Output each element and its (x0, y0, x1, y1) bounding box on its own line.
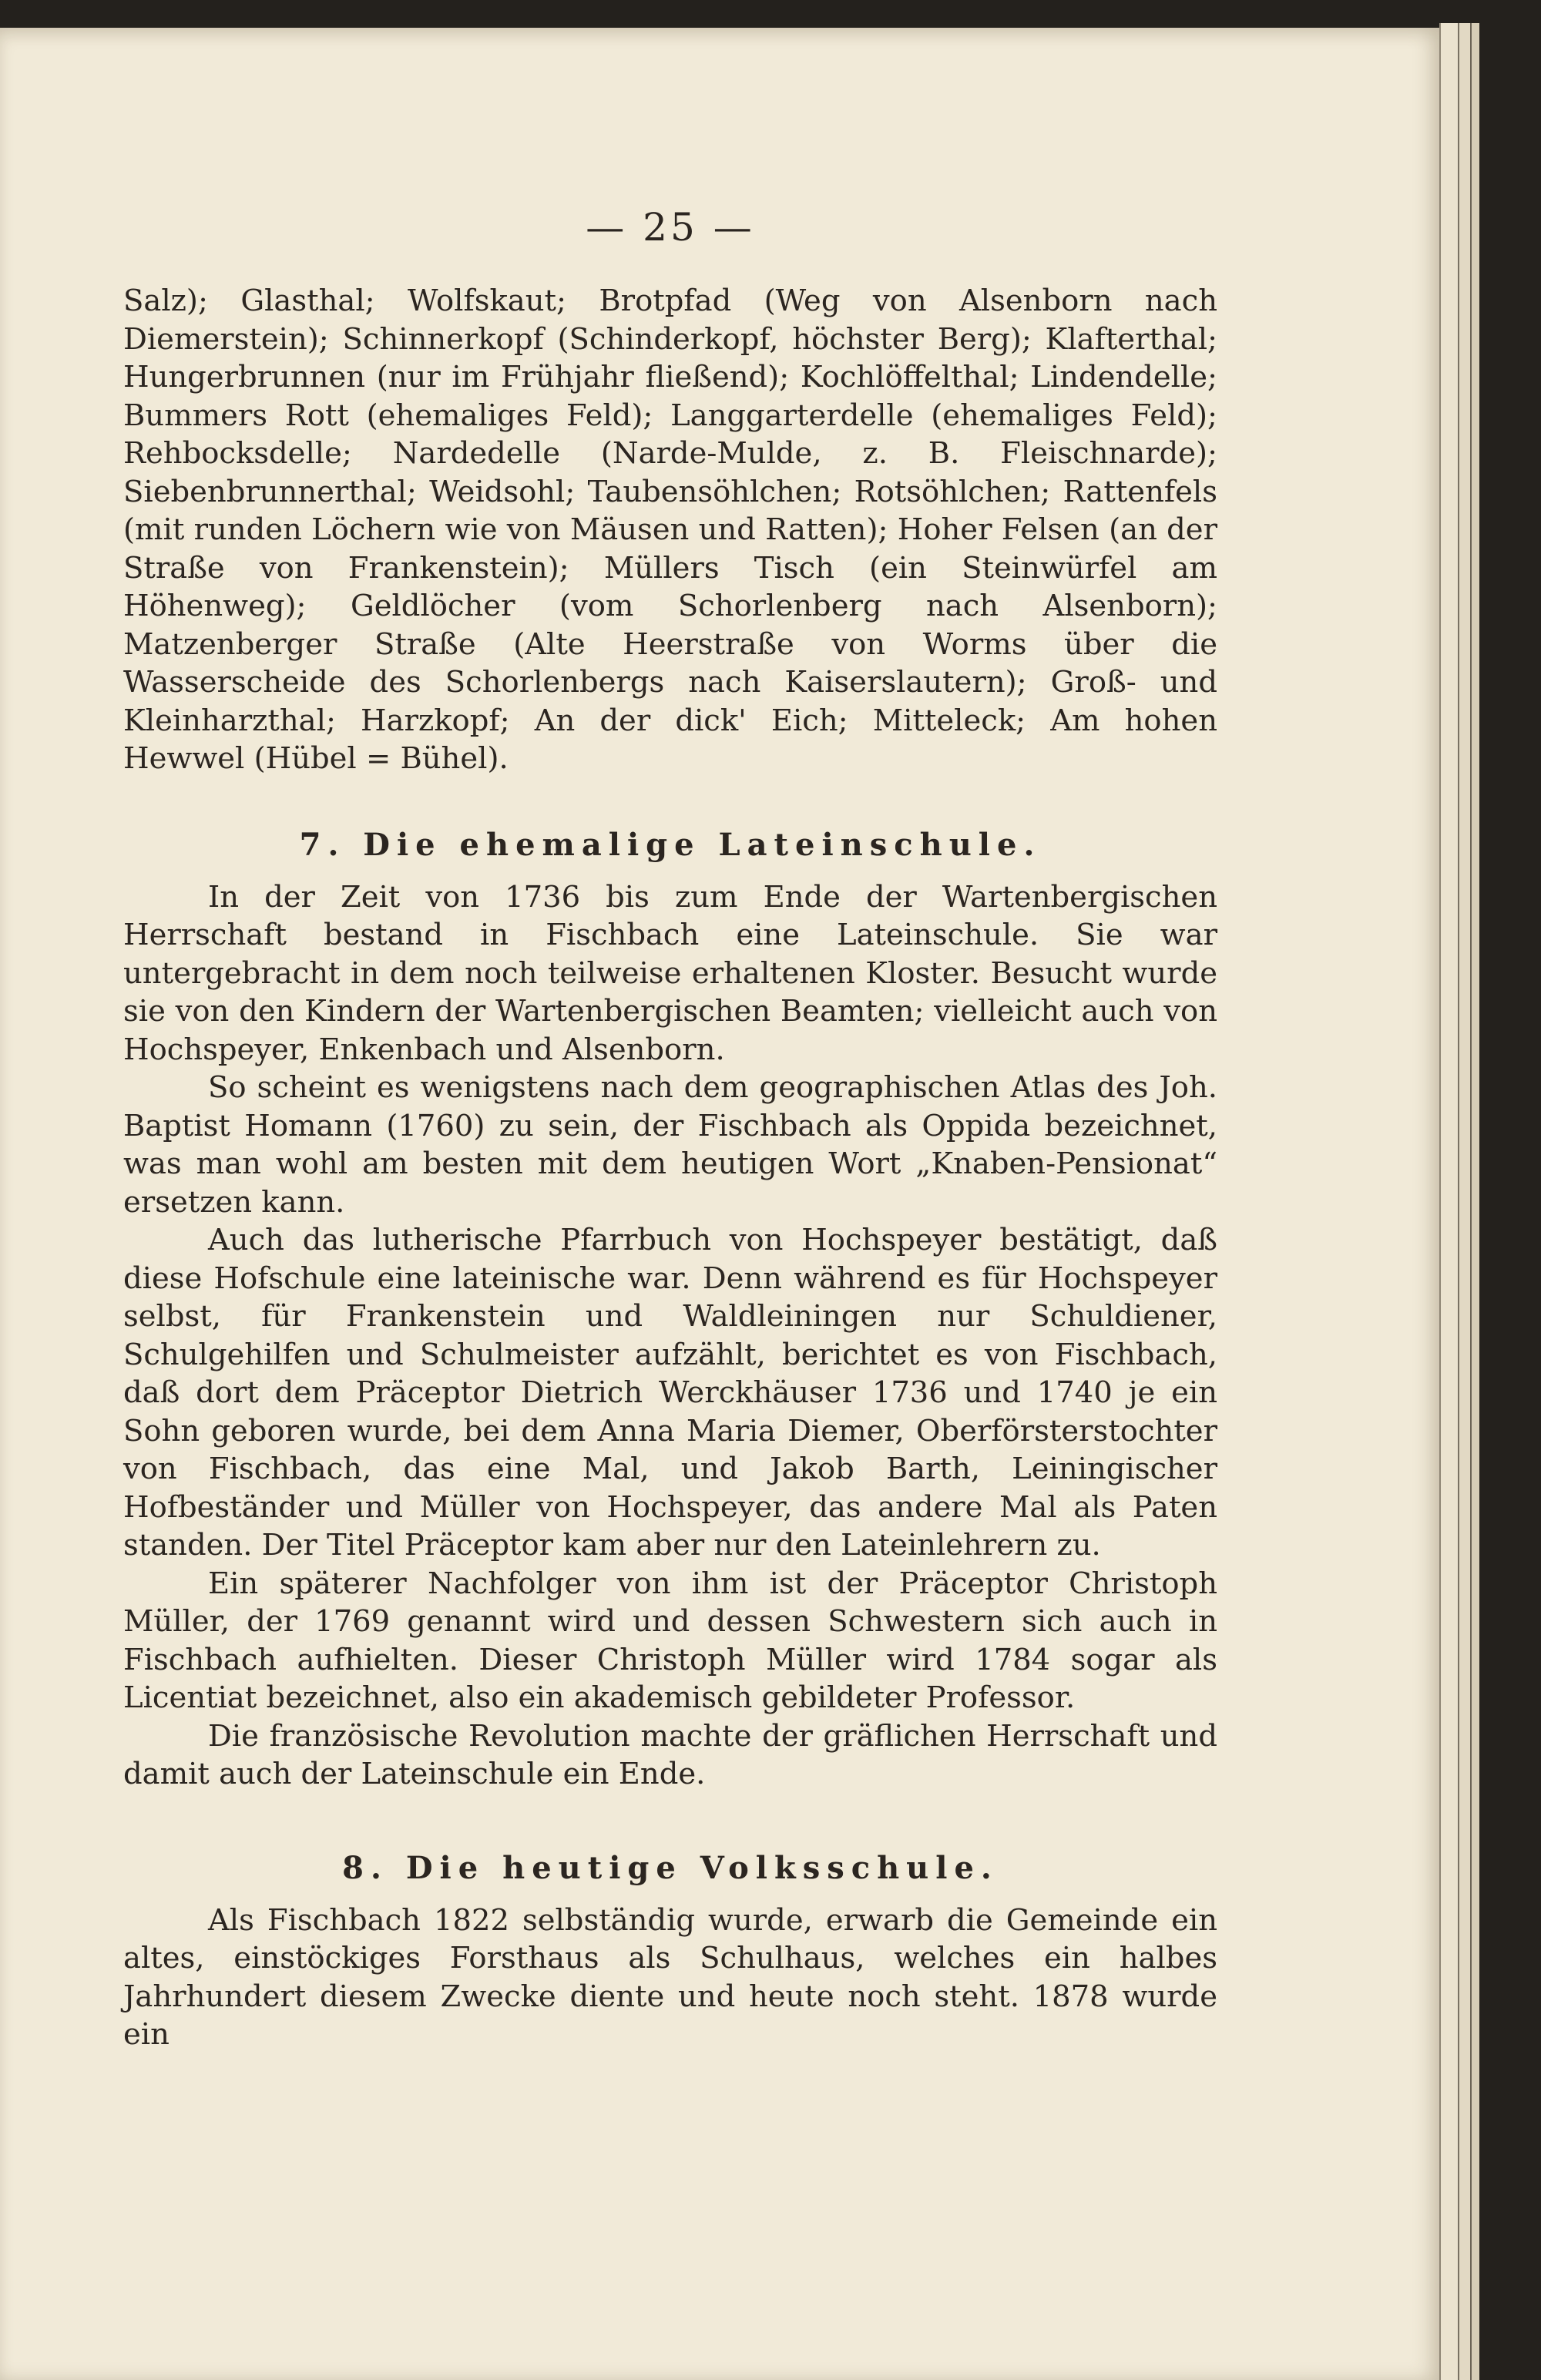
section-7-paragraph: In der Zeit von 1736 bis zum Ende der Wartenbergischen Herrschaft bestand in Fischbach eine Lateinschule. Sie war untergebracht in dem noch teilweise erhaltenen Kloster. Besucht wurde sie von den Kindern der Wartenbergischen Beamten; vielleicht auch von Hochspeyer, Enkenbach und Alsenborn. (123, 879, 1217, 1067)
section-8-heading: 8. Die heutige Volksschule. (342, 1849, 999, 1886)
page-number: — 25 — (586, 205, 755, 250)
page-edge (1458, 23, 1470, 2380)
page-edge (1439, 23, 1458, 2380)
section-7-paragraph: So scheint es wenigstens nach dem geographischen Atlas des Joh. Baptist Homann (1760) zu sein, der Fischbach als Oppida bezeichnet, was man wohl am besten mit dem heutigen Wort „Knaben-Pensionat“ ersetzen kann. (123, 1070, 1217, 1220)
section-7-heading: 7. Die ehemalige Lateinschule. (299, 826, 1042, 863)
page-edge (1470, 23, 1479, 2380)
intro-paragraph: Salz); Glasthal; Wolfskaut; Brotpfad (Weg von Alsenborn nach Diemerstein); Schinnerkopf (Schinderkopf, höchster Berg); Klafterthal; Hungerbrunnen (nur im Frühjahr fließend); Kochlöffelthal; Lindendelle; Bummers Rott (ehemaliges Feld); Langgarterdelle (ehemaliges Feld); Rehbocksdelle; Nardedelle (Narde-Mulde, z. B. Fleischnarde); Siebenbrunnerthal; Weidsohl; Taubensöhlchen; Rotsöhlchen; Rattenfels (mit runden Löchern wie von Mäusen und Ratten); Hoher Felsen (an der Straße von Frankenstein); Müllers Tisch (ein Steinwürfel am Höhenweg); Geldlöcher (vom Schorlenberg nach Alsenborn); Matzenberger Straße (Alte Heerstraße von Worms über die Wasserscheide des Schorlenbergs nach Kaiserslautern); Groß- und Kleinharzthal; Harzkopf; An der dick' Eich; Mitteleck; Am hohen Hewwel (Hübel = Bühel). (123, 284, 1217, 776)
section-7-paragraph: Ein späterer Nachfolger von ihm ist der Präceptor Christoph Müller, der 1769 genannt wird und dessen Schwestern sich auch in Fischbach aufhielten. Dieser Christoph Müller wird 1784 sogar als Licentiat bezeichnet, also ein akademisch gebildeter Professor. (123, 1566, 1217, 1715)
section-7-paragraph: Auch das lutherische Pfarrbuch von Hochspeyer bestätigt, daß diese Hofschule eine lateinische war. Denn während es für Hochspeyer selbst, für Frankenstein und Waldleiningen nur Schuldiener, Schulgehilfen und Schulmeister aufzählt, berichtet es von Fischbach, daß dort dem Präceptor Dietrich Werckhäuser 1736 und 1740 je ein Sohn geboren wurde, bei dem Anna Maria Diemer, Oberförsterstochter von Fischbach, das eine Mal, und Jakob Barth, Leiningischer Hofbeständer und Müller von Hochspeyer, das andere Mal als Paten standen. Der Titel Präceptor kam aber nur den Lateinlehrern zu. (123, 1223, 1217, 1563)
text-body (123, 282, 1217, 2054)
page (0, 28, 1439, 2380)
section-7-paragraph: Die französische Revolution machte der gräflichen Herrschaft und damit auch der Lateinschule ein Ende. (123, 1718, 1217, 1791)
section-8-paragraph: Als Fischbach 1822 selbständig wurde, erwarb die Gemeinde ein altes, einstöckiges Forsthaus als Schulhaus, welches ein halbes Jahrhundert diesem Zwecke diente und heute noch steht. 1878 wurde ein (123, 1902, 1217, 2052)
